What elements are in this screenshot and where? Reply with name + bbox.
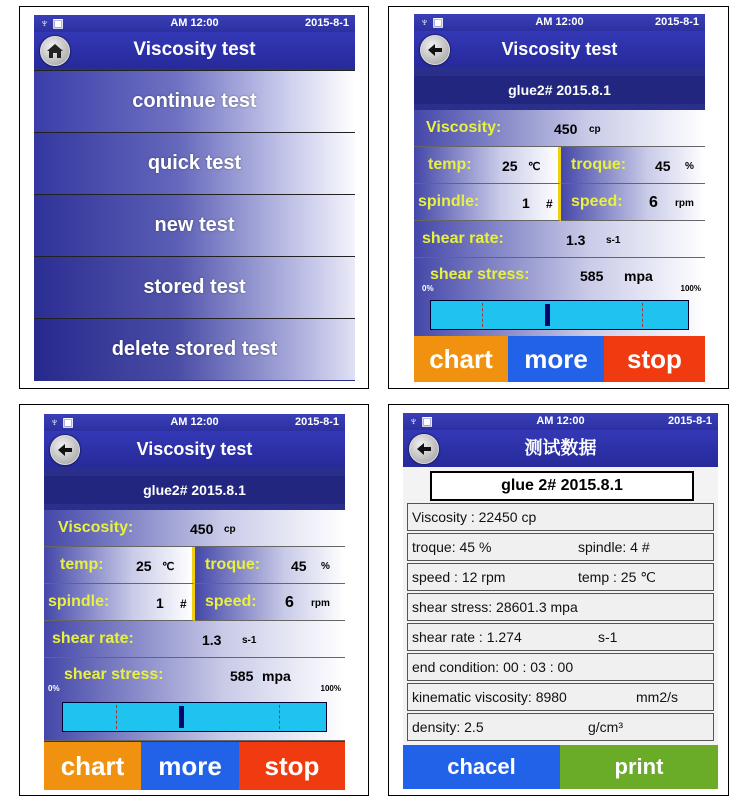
back-button[interactable] bbox=[50, 435, 80, 465]
gauge-min-label: 0% bbox=[422, 284, 434, 293]
status-date: 2015-8-1 bbox=[667, 415, 712, 427]
troque-unit: % bbox=[321, 561, 330, 572]
viscosity-value: 450 bbox=[190, 521, 214, 537]
spindle-unit: # bbox=[180, 597, 187, 611]
spindle-label: spindle: bbox=[48, 593, 110, 610]
gauge-tick-left bbox=[116, 705, 117, 729]
usb-battery-icon: ♆ ▣ bbox=[50, 415, 74, 429]
viscosity-label: Viscosity: bbox=[58, 519, 134, 536]
status-date: 2015-8-1 bbox=[304, 17, 349, 29]
shear-rate-unit: s-1 bbox=[606, 235, 621, 246]
shear-rate-row bbox=[44, 621, 345, 658]
speed-value: 6 bbox=[285, 594, 294, 611]
gauge-max-label: 100% bbox=[320, 684, 341, 693]
speed-unit: rpm bbox=[311, 598, 330, 609]
status-bar bbox=[403, 413, 718, 430]
back-button[interactable] bbox=[409, 434, 439, 464]
shear-stress-row bbox=[414, 258, 705, 337]
sample-name-box: glue 2# 2015.8.1 bbox=[430, 471, 694, 501]
data-row bbox=[407, 533, 714, 561]
data-row bbox=[407, 653, 714, 681]
troque-label: troque: bbox=[205, 556, 261, 573]
data-row bbox=[407, 683, 714, 711]
data-row-text: end condition: 00 : 03 : 00 bbox=[412, 659, 574, 675]
data-row-secondary-text: g/cm³ bbox=[588, 719, 623, 735]
title-bar bbox=[44, 431, 345, 467]
shear-rate-row bbox=[414, 221, 705, 258]
delete-stored-test-button[interactable]: delete stored test bbox=[34, 318, 355, 380]
usb-battery-icon: ♆ ▣ bbox=[420, 15, 444, 29]
test-panel-frame-2 bbox=[19, 404, 369, 796]
home-icon bbox=[46, 42, 64, 60]
data-row-secondary-text: s-1 bbox=[598, 629, 618, 645]
status-time: AM 12:00 bbox=[170, 416, 219, 428]
shear-rate-label: shear rate: bbox=[52, 630, 134, 647]
data-row-text: troque: 45 % bbox=[412, 539, 492, 555]
shear-stress-value: 585 bbox=[230, 668, 254, 684]
speed-unit: rpm bbox=[675, 198, 694, 209]
back-button[interactable] bbox=[420, 35, 450, 65]
data-panel-frame bbox=[388, 404, 729, 796]
temp-unit: ℃ bbox=[162, 561, 175, 573]
data-row bbox=[407, 563, 714, 591]
stored-test-button[interactable]: stored test bbox=[34, 256, 355, 318]
data-row-secondary-text: spindle: 4 # bbox=[578, 539, 650, 555]
viscosity-row bbox=[414, 110, 705, 147]
spindle-cell bbox=[414, 184, 561, 221]
menu-screen bbox=[34, 15, 355, 381]
gauge-needle bbox=[545, 304, 550, 326]
new-test-button[interactable]: new test bbox=[34, 194, 355, 256]
usb-battery-icon: ♆ ▣ bbox=[40, 16, 64, 30]
test-screen-2 bbox=[44, 414, 345, 790]
shear-rate-unit: s-1 bbox=[242, 635, 257, 646]
home-button[interactable] bbox=[40, 36, 70, 66]
status-date: 2015-8-1 bbox=[294, 416, 339, 428]
shear-gauge-bar bbox=[430, 300, 689, 330]
gauge-min-label: 0% bbox=[48, 684, 60, 693]
speed-label: speed: bbox=[571, 193, 623, 210]
sample-name: glue2# 2015.8.1 bbox=[414, 76, 705, 104]
page-title: Viscosity test bbox=[501, 39, 618, 59]
shear-gauge-bar bbox=[62, 702, 327, 732]
gauge-needle bbox=[179, 706, 184, 728]
title-bar bbox=[403, 430, 718, 467]
spindle-label: spindle: bbox=[418, 193, 480, 210]
data-screen bbox=[403, 413, 718, 789]
page-title: Viscosity test bbox=[133, 39, 256, 60]
spindle-cell bbox=[44, 584, 195, 621]
shear-stress-unit: mpa bbox=[624, 268, 653, 284]
viscosity-row bbox=[44, 510, 345, 547]
gauge-max-label: 100% bbox=[680, 284, 701, 293]
shear-stress-label: shear stress: bbox=[430, 266, 530, 283]
more-button[interactable]: more bbox=[141, 742, 239, 790]
status-time: AM 12:00 bbox=[535, 16, 584, 28]
title-bar bbox=[34, 32, 355, 68]
page-title: 测试数据 bbox=[524, 438, 597, 458]
status-time: AM 12:00 bbox=[170, 17, 219, 29]
spindle-value: 1 bbox=[156, 595, 164, 611]
continue-test-button[interactable]: continue test bbox=[34, 70, 355, 132]
spindle-unit: # bbox=[546, 197, 553, 211]
gauge-tick-right bbox=[642, 303, 643, 327]
status-date: 2015-8-1 bbox=[654, 16, 699, 28]
back-arrow-icon bbox=[415, 440, 433, 458]
troque-cell bbox=[195, 547, 345, 584]
temp-unit: ℃ bbox=[528, 161, 541, 173]
back-arrow-icon bbox=[56, 441, 74, 459]
data-row-text: shear rate : 1.274 bbox=[412, 629, 522, 645]
data-row bbox=[407, 623, 714, 651]
quick-test-button[interactable]: quick test bbox=[34, 132, 355, 194]
troque-unit: % bbox=[685, 161, 694, 172]
gauge-tick-right bbox=[279, 705, 280, 729]
data-row bbox=[407, 503, 714, 531]
more-button[interactable]: more bbox=[508, 336, 604, 382]
temp-value: 25 bbox=[502, 158, 518, 174]
data-row-text: density: 2.5 bbox=[412, 719, 484, 735]
speed-cell bbox=[195, 584, 345, 621]
page-title: Viscosity test bbox=[136, 439, 253, 459]
data-row-text: speed : 12 rpm bbox=[412, 569, 506, 585]
shear-stress-unit: mpa bbox=[262, 668, 291, 684]
shear-rate-label: shear rate: bbox=[422, 230, 504, 247]
test-screen bbox=[414, 14, 705, 382]
temp-cell bbox=[414, 147, 561, 184]
troque-cell bbox=[561, 147, 705, 184]
shear-stress-row bbox=[44, 658, 345, 741]
viscosity-unit: cp bbox=[589, 124, 601, 135]
temp-label: temp: bbox=[428, 156, 472, 173]
temp-label: temp: bbox=[60, 556, 104, 573]
troque-label: troque: bbox=[571, 156, 627, 173]
title-bar bbox=[414, 31, 705, 67]
viscosity-unit: cp bbox=[224, 524, 236, 535]
shear-stress-value: 585 bbox=[580, 268, 604, 284]
shear-stress-label: shear stress: bbox=[64, 666, 164, 683]
stop-button[interactable]: stop bbox=[239, 742, 345, 790]
speed-label: speed: bbox=[205, 593, 257, 610]
troque-value: 45 bbox=[655, 158, 671, 174]
data-row-secondary-text: mm2/s bbox=[636, 689, 678, 705]
data-row-text: Viscosity : 22450 cp bbox=[412, 509, 537, 525]
speed-cell bbox=[561, 184, 705, 221]
temp-cell bbox=[44, 547, 195, 584]
cancel-button[interactable]: chacel bbox=[403, 745, 560, 789]
status-time: AM 12:00 bbox=[536, 415, 585, 427]
speed-value: 6 bbox=[649, 194, 658, 211]
data-row bbox=[407, 713, 714, 741]
chart-button[interactable]: chart bbox=[44, 742, 141, 790]
sample-name: glue2# 2015.8.1 bbox=[44, 476, 345, 504]
usb-battery-icon: ♆ ▣ bbox=[409, 414, 433, 428]
status-bar bbox=[44, 414, 345, 431]
data-row-secondary-text: temp : 25 ℃ bbox=[578, 569, 656, 585]
test-panel-frame bbox=[388, 6, 729, 389]
data-row-text: kinematic viscosity: 8980 bbox=[412, 689, 567, 705]
chart-button[interactable]: chart bbox=[414, 336, 508, 382]
data-row bbox=[407, 593, 714, 621]
print-button[interactable]: print bbox=[560, 745, 718, 789]
temp-value: 25 bbox=[136, 558, 152, 574]
status-bar bbox=[34, 15, 355, 32]
viscosity-value: 450 bbox=[554, 121, 578, 137]
stop-button[interactable]: stop bbox=[604, 336, 705, 382]
spindle-value: 1 bbox=[522, 195, 530, 211]
back-arrow-icon bbox=[426, 41, 444, 59]
troque-value: 45 bbox=[291, 558, 307, 574]
viscosity-label: Viscosity: bbox=[426, 119, 502, 136]
shear-rate-value: 1.3 bbox=[202, 632, 222, 648]
data-row-text: shear stress: 28601.3 mpa bbox=[412, 599, 578, 615]
gauge-tick-left bbox=[482, 303, 483, 327]
status-bar bbox=[414, 14, 705, 31]
shear-rate-value: 1.3 bbox=[566, 232, 586, 248]
menu-panel-frame bbox=[19, 6, 369, 389]
